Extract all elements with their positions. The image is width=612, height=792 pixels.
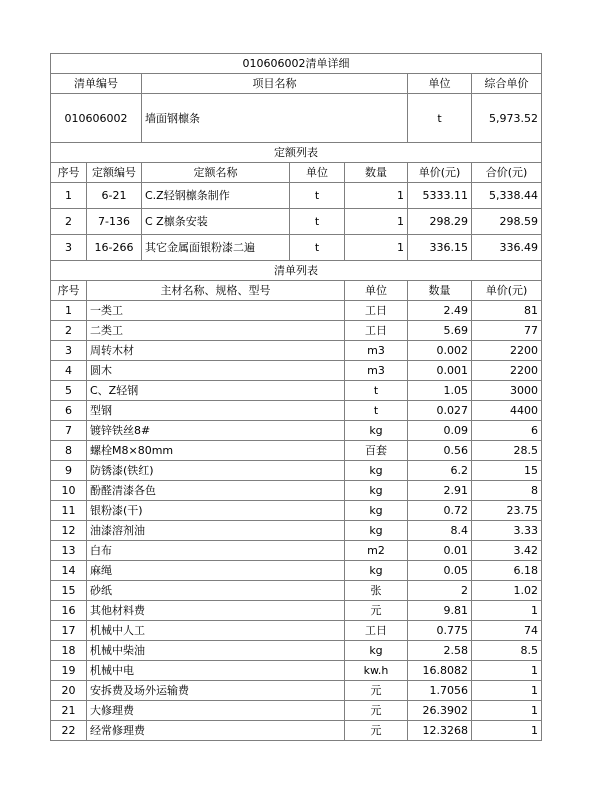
material-name: 经常修理费 — [87, 721, 345, 741]
materials-header-row — [51, 281, 542, 301]
material-unit: kw.h — [345, 661, 408, 681]
material-row — [51, 721, 542, 741]
materials-section-row — [51, 261, 542, 281]
material-name: C、Z轻钢 — [87, 381, 345, 401]
quota-no: 1 — [51, 183, 87, 209]
material-price: 74 — [472, 621, 542, 641]
material-no: 18 — [51, 641, 87, 661]
material-price: 1 — [472, 661, 542, 681]
quota-qty: 1 — [345, 235, 408, 261]
summary-header-code: 清单编号 — [51, 74, 142, 94]
material-price: 2200 — [472, 361, 542, 381]
material-name: 机械中人工 — [87, 621, 345, 641]
quota-unit: t — [290, 235, 345, 261]
material-price: 81 — [472, 301, 542, 321]
material-price: 3000 — [472, 381, 542, 401]
material-row — [51, 421, 542, 441]
material-price: 1.02 — [472, 581, 542, 601]
material-no: 16 — [51, 601, 87, 621]
material-unit: t — [345, 381, 408, 401]
material-name: 油漆溶剂油 — [87, 521, 345, 541]
materials-header-price: 单价(元) — [472, 281, 542, 301]
material-no: 17 — [51, 621, 87, 641]
material-no: 2 — [51, 321, 87, 341]
material-row — [51, 301, 542, 321]
material-price: 3.42 — [472, 541, 542, 561]
material-row — [51, 661, 542, 681]
quota-header-qty: 数量 — [345, 163, 408, 183]
quota-name: C.Z轻钢檩条制作 — [142, 183, 290, 209]
material-unit: 工日 — [345, 321, 408, 341]
material-name: 防锈漆(铁红) — [87, 461, 345, 481]
material-qty: 0.775 — [408, 621, 472, 641]
material-price: 1 — [472, 701, 542, 721]
material-qty: 0.01 — [408, 541, 472, 561]
material-name: 圆木 — [87, 361, 345, 381]
material-row — [51, 541, 542, 561]
material-no: 12 — [51, 521, 87, 541]
summary-header-name: 项目名称 — [142, 74, 408, 94]
quota-code: 6-21 — [87, 183, 142, 209]
material-name: 砂纸 — [87, 581, 345, 601]
material-qty: 2.91 — [408, 481, 472, 501]
material-unit: m3 — [345, 361, 408, 381]
material-name: 安拆费及场外运输费 — [87, 681, 345, 701]
material-no: 11 — [51, 501, 87, 521]
quota-name: C Z檩条安装 — [142, 209, 290, 235]
bill-detail-table — [50, 53, 542, 741]
material-qty: 9.81 — [408, 601, 472, 621]
material-qty: 0.09 — [408, 421, 472, 441]
material-price: 77 — [472, 321, 542, 341]
quota-row — [51, 183, 542, 209]
material-no: 8 — [51, 441, 87, 461]
material-qty: 5.69 — [408, 321, 472, 341]
material-unit: kg — [345, 461, 408, 481]
quota-header-code: 定额编号 — [87, 163, 142, 183]
material-qty: 0.72 — [408, 501, 472, 521]
material-qty: 12.3268 — [408, 721, 472, 741]
material-no: 19 — [51, 661, 87, 681]
material-name: 酚醛清漆各色 — [87, 481, 345, 501]
quota-header-price: 单价(元) — [408, 163, 472, 183]
material-no: 7 — [51, 421, 87, 441]
material-row — [51, 581, 542, 601]
material-row — [51, 521, 542, 541]
quota-price: 298.29 — [408, 209, 472, 235]
material-qty: 0.001 — [408, 361, 472, 381]
material-qty: 0.56 — [408, 441, 472, 461]
summary-row — [51, 94, 542, 143]
material-row — [51, 341, 542, 361]
material-name: 镀锌铁丝8# — [87, 421, 345, 441]
material-unit: kg — [345, 481, 408, 501]
material-name: 其他材料费 — [87, 601, 345, 621]
quota-price: 5333.11 — [408, 183, 472, 209]
quota-price: 336.15 — [408, 235, 472, 261]
summary-header-price: 综合单价 — [472, 74, 542, 94]
quota-header-row — [51, 163, 542, 183]
quota-unit: t — [290, 209, 345, 235]
material-unit: kg — [345, 421, 408, 441]
material-price: 1 — [472, 721, 542, 741]
material-no: 1 — [51, 301, 87, 321]
material-name: 银粉漆(干) — [87, 501, 345, 521]
material-unit: m3 — [345, 341, 408, 361]
material-name: 一类工 — [87, 301, 345, 321]
material-price: 1 — [472, 681, 542, 701]
material-name: 大修理费 — [87, 701, 345, 721]
summary-header-row — [51, 74, 542, 94]
quota-total: 5,338.44 — [472, 183, 542, 209]
material-name: 二类工 — [87, 321, 345, 341]
material-no: 22 — [51, 721, 87, 741]
material-unit: m2 — [345, 541, 408, 561]
material-unit: 张 — [345, 581, 408, 601]
material-price: 23.75 — [472, 501, 542, 521]
material-row — [51, 501, 542, 521]
material-row — [51, 461, 542, 481]
material-no: 5 — [51, 381, 87, 401]
material-qty: 0.027 — [408, 401, 472, 421]
material-name: 型钢 — [87, 401, 345, 421]
material-row — [51, 621, 542, 641]
summary-code: 010606002 — [51, 94, 142, 143]
material-qty: 1.7056 — [408, 681, 472, 701]
material-no: 20 — [51, 681, 87, 701]
material-price: 3.33 — [472, 521, 542, 541]
quota-unit: t — [290, 183, 345, 209]
material-unit: kg — [345, 501, 408, 521]
quota-qty: 1 — [345, 209, 408, 235]
material-qty: 8.4 — [408, 521, 472, 541]
material-unit: 工日 — [345, 301, 408, 321]
material-no: 4 — [51, 361, 87, 381]
material-no: 9 — [51, 461, 87, 481]
material-name: 机械中电 — [87, 661, 345, 681]
quota-no: 2 — [51, 209, 87, 235]
material-price: 1 — [472, 601, 542, 621]
quota-code: 7-136 — [87, 209, 142, 235]
material-price: 8 — [472, 481, 542, 501]
quota-section-row — [51, 143, 542, 163]
material-unit: 元 — [345, 721, 408, 741]
quota-header-no: 序号 — [51, 163, 87, 183]
material-row — [51, 561, 542, 581]
materials-header-name: 主材名称、规格、型号 — [87, 281, 345, 301]
material-row — [51, 601, 542, 621]
material-name: 螺栓M8×80mm — [87, 441, 345, 461]
material-price: 28.5 — [472, 441, 542, 461]
summary-name: 墙面钢檩条 — [142, 94, 408, 143]
material-row — [51, 681, 542, 701]
summary-price: 5,973.52 — [472, 94, 542, 143]
summary-header-unit: 单位 — [408, 74, 472, 94]
material-no: 14 — [51, 561, 87, 581]
material-qty: 2.58 — [408, 641, 472, 661]
materials-header-no: 序号 — [51, 281, 87, 301]
material-row — [51, 321, 542, 341]
material-qty: 6.2 — [408, 461, 472, 481]
material-unit: kg — [345, 641, 408, 661]
material-qty: 0.05 — [408, 561, 472, 581]
material-name: 白布 — [87, 541, 345, 561]
material-unit: 百套 — [345, 441, 408, 461]
quota-section-title: 定额列表 — [51, 143, 542, 163]
material-qty: 2.49 — [408, 301, 472, 321]
material-row — [51, 361, 542, 381]
material-price: 6 — [472, 421, 542, 441]
material-row — [51, 701, 542, 721]
material-row — [51, 401, 542, 421]
quota-name: 其它金属面银粉漆二遍 — [142, 235, 290, 261]
quota-total: 336.49 — [472, 235, 542, 261]
material-price: 4400 — [472, 401, 542, 421]
material-price: 8.5 — [472, 641, 542, 661]
material-name: 周转木材 — [87, 341, 345, 361]
material-unit: 元 — [345, 681, 408, 701]
material-no: 10 — [51, 481, 87, 501]
title-row — [51, 54, 542, 74]
material-unit: 元 — [345, 601, 408, 621]
material-no: 13 — [51, 541, 87, 561]
material-unit: kg — [345, 561, 408, 581]
material-no: 21 — [51, 701, 87, 721]
material-no: 15 — [51, 581, 87, 601]
quota-header-total: 合价(元) — [472, 163, 542, 183]
quota-header-unit: 单位 — [290, 163, 345, 183]
material-row — [51, 641, 542, 661]
material-row — [51, 381, 542, 401]
material-name: 机械中柴油 — [87, 641, 345, 661]
material-qty: 2 — [408, 581, 472, 601]
quota-qty: 1 — [345, 183, 408, 209]
materials-section-title: 清单列表 — [51, 261, 542, 281]
material-row — [51, 481, 542, 501]
quota-no: 3 — [51, 235, 87, 261]
material-name: 麻绳 — [87, 561, 345, 581]
material-price: 6.18 — [472, 561, 542, 581]
material-row — [51, 441, 542, 461]
material-qty: 16.8082 — [408, 661, 472, 681]
material-unit: 元 — [345, 701, 408, 721]
material-no: 3 — [51, 341, 87, 361]
quota-code: 16-266 — [87, 235, 142, 261]
material-price: 2200 — [472, 341, 542, 361]
quota-row — [51, 235, 542, 261]
material-unit: kg — [345, 521, 408, 541]
quota-total: 298.59 — [472, 209, 542, 235]
materials-header-qty: 数量 — [408, 281, 472, 301]
quota-header-name: 定额名称 — [142, 163, 290, 183]
quota-row — [51, 209, 542, 235]
material-qty: 0.002 — [408, 341, 472, 361]
table-title: 010606002清单详细 — [51, 54, 542, 74]
material-unit: t — [345, 401, 408, 421]
material-qty: 26.3902 — [408, 701, 472, 721]
summary-unit: t — [408, 94, 472, 143]
material-unit: 工日 — [345, 621, 408, 641]
materials-header-unit: 单位 — [345, 281, 408, 301]
material-no: 6 — [51, 401, 87, 421]
material-price: 15 — [472, 461, 542, 481]
material-qty: 1.05 — [408, 381, 472, 401]
